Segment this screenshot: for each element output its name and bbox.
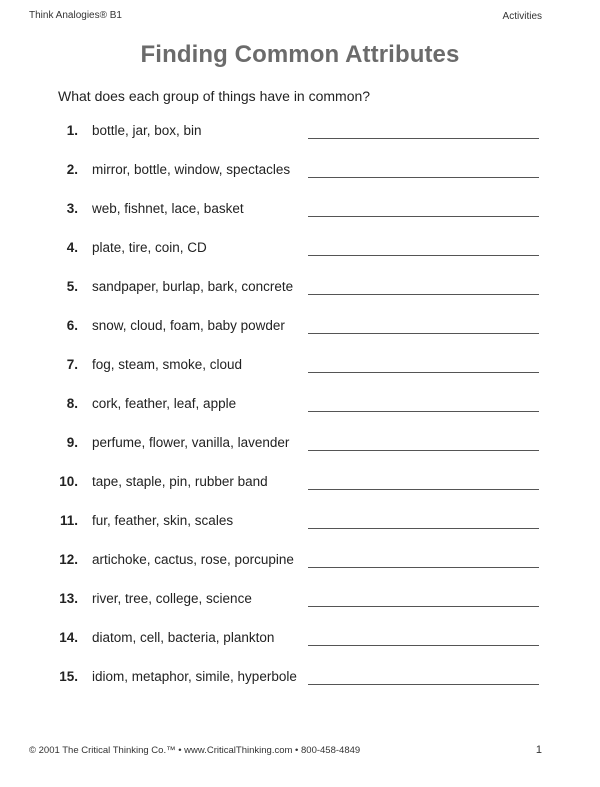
answer-line[interactable] [308,645,539,646]
question-row [0,435,600,455]
answer-line[interactable] [308,411,539,412]
question-row [0,357,600,377]
question-text: mirror, bottle, window, spectacles [92,162,291,177]
question-text: bottle, jar, box, bin [92,123,202,138]
footer-copyright: © 2001 The Critical Thinking Co.™ • www.CriticalThinking.com • 800-458-4849 [29,745,361,756]
question-row [0,201,600,221]
answer-line[interactable] [308,567,539,568]
question-number: 13. [59,591,78,606]
question-number: 9. [66,435,78,450]
question-number: 4. [66,240,78,255]
question-row [0,552,600,572]
question-number: 3. [66,201,78,216]
question-row [0,162,600,182]
question-text: perfume, flower, vanilla, lavender [92,435,290,450]
question-text: sandpaper, burlap, bark, concrete [92,279,294,294]
question-row [0,240,600,260]
question-row [0,123,600,143]
header-book-title: Think Analogies® B1 [29,10,122,21]
answer-line[interactable] [308,216,539,217]
question-text: tape, staple, pin, rubber band [92,474,268,489]
answer-line[interactable] [308,528,539,529]
question-number: 7. [66,357,78,372]
page-number: 1 [535,744,542,756]
question-row [0,396,600,416]
question-text: snow, cloud, foam, baby powder [92,318,285,333]
question-row [0,630,600,650]
question-number: 8. [66,396,78,411]
question-text: web, fishnet, lace, basket [92,201,244,216]
question-text: fur, feather, skin, scales [92,513,234,528]
question-row [0,513,600,533]
question-number: 2. [66,162,78,177]
question-number: 12. [59,552,78,567]
question-text: artichoke, cactus, rose, porcupine [92,552,294,567]
answer-line[interactable] [308,372,539,373]
answer-line[interactable] [308,255,539,256]
question-number: 14. [59,630,78,645]
question-text: river, tree, college, science [92,591,252,606]
question-text: cork, feather, leaf, apple [92,396,237,411]
question-number: 15. [59,669,78,684]
question-text: fog, steam, smoke, cloud [92,357,243,372]
answer-line[interactable] [308,450,539,451]
answer-line[interactable] [308,606,539,607]
answer-line[interactable] [308,138,539,139]
question-text: idiom, metaphor, simile, hyperbole [92,669,297,684]
question-text: plate, tire, coin, CD [92,240,207,255]
question-text: diatom, cell, bacteria, plankton [92,630,275,645]
question-number: 10. [59,474,78,489]
question-number: 1. [66,123,78,138]
question-number: 5. [66,279,78,294]
header-section-label: Activities [502,11,542,22]
answer-line[interactable] [308,489,539,490]
answer-line[interactable] [308,684,539,685]
question-number: 6. [66,318,78,333]
question-row [0,669,600,689]
answer-line[interactable] [308,333,539,334]
question-number: 11. [59,513,78,528]
page-title: Finding Common Attributes [140,41,460,68]
question-row [0,279,600,299]
question-row [0,474,600,494]
answer-line[interactable] [308,294,539,295]
question-row [0,591,600,611]
question-row [0,318,600,338]
instructions: What does each group of things have in common? [58,88,371,104]
answer-line[interactable] [308,177,539,178]
